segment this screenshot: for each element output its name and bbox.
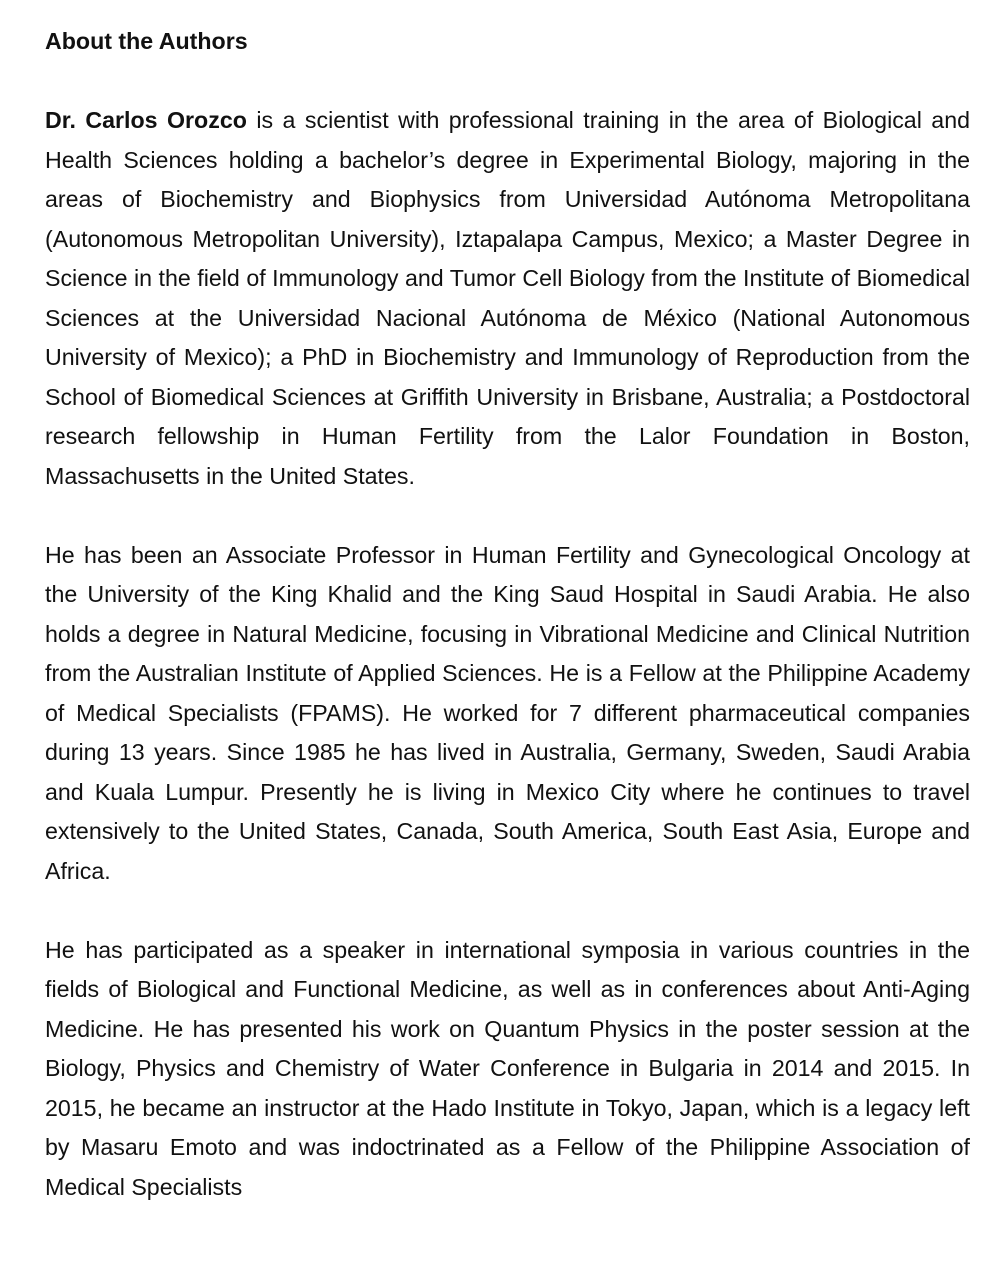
author-name: Dr. Carlos Orozco [45,107,247,133]
paragraph-speaking: He has participated as a speaker in international symposia in various countries in the fields of Biological and Functional Medicine, as well as in conferences about Anti-Aging Medicine. He has presented his work on Quantum Physics in the poster session at the Biology, Physics and Chemistry of Water Conference in Bulgaria in 2014 and 2015. In 2015, he became an instructor at the Hado Institute in Tokyo, Japan, which is a legacy left by Masaru Emoto and was indoctrinated as a Fellow of the Philippine Association of Medical Specialists [45,936,970,1200]
paragraph-author-bio [45,101,970,496]
section-heading: About the Authors [45,28,248,54]
paragraph-text: is a scientist with professional training in the area of Biological and Health Sciences holding a bachelor’s degree in Experimental Biology, majoring in the areas of Biochemistry and Biophysics from Universidad Autónoma Metropolitana (Autonomous Metropolitan University), Iztapalapa Campus, Mexico; a Master Degree in Science in the field of Immunology and Tumor Cell Biology from the Institute of Biomedical Sciences at the Universidad Nacional Autónoma de México (National Autonomous University of Mexico); a PhD in Biochemistry and Immunology of Reproduction from the School of Biomedical Sciences at Griffith University in Brisbane, Australia; a Postdoctoral research fellowship in Human Fertility from the Lalor Foundation in Boston, Massachusetts in the United States. [45,107,970,489]
paragraph-career: He has been an Associate Professor in Human Fertility and Gynecological Oncology at the University of the King Khalid and the King Saud Hospital in Saudi Arabia. He also holds a degree in Natural Medicine, focusing in Vibrational Medicine and Clinical Nutrition from the Australian Institute of Applied Sciences. He is a Fellow at the Philippine Academy of Medical Specialists (FPAMS). He worked for 7 different pharmaceutical companies during 13 years. Since 1985 he has lived in Australia, Germany, Sweden, Saudi Arabia and Kuala Lumpur. Presently he is living in Mexico City where he continues to travel extensively to the United States, Canada, South America, South East Asia, Europe and Africa. [45,541,970,884]
